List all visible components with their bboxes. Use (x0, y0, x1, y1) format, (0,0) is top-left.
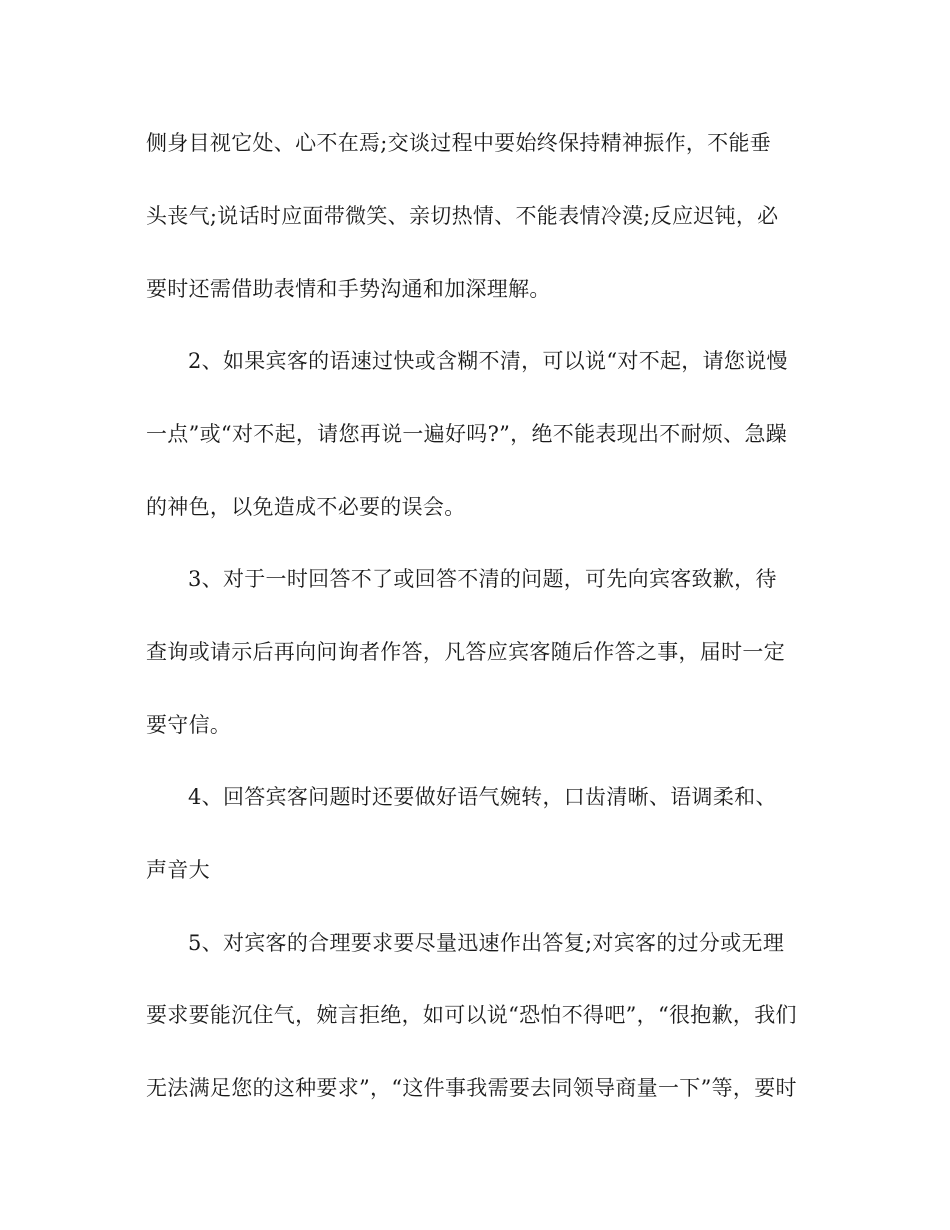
text-line: 查询或请示后再向问询者作答，凡答应宾客随后作答之事，届时一定 (146, 640, 785, 664)
text-line: 要守信。 (146, 713, 232, 737)
text-line: 要时还需借助表情和手势沟通和加深理解。 (146, 277, 551, 301)
text-line: 3、对于一时回答不了或回答不清的问题，可先向宾客致歉，待 (188, 567, 777, 591)
text-line: 4、回答宾客问题时还要做好语气婉转，口齿清晰、语调柔和、 (188, 785, 777, 809)
text-line: 无法满足您的这种要求”，“这件事我需要去同领导商量一下”等，要时 (146, 1076, 797, 1100)
text-line: 侧身目视它处、心不在焉;交谈过程中要始终保持精神振作，不能垂 (146, 131, 772, 155)
text-line: 一点”或“对不起，请您再说一遍好吗?”，绝不能表现出不耐烦、急躁 (146, 422, 788, 446)
text-line: 头丧气;说话时应面带微笑、亲切热情、不能表情冷漠;反应迟钝，必 (146, 204, 779, 228)
text-line: 2、如果宾客的语速过快或含糊不清，可以说“对不起，请您说慢 (188, 349, 788, 373)
text-line: 5、对宾客的合理要求要尽量迅速作出答复;对宾客的过分或无理 (188, 931, 785, 955)
text-line: 要求要能沉住气，婉言拒绝，如可以说“恐怕不得吧”，“很抱歉，我们 (146, 1003, 797, 1027)
text-line: 声音大 (146, 858, 210, 882)
text-line: 的神色，以免造成不必要的误会。 (146, 495, 466, 519)
